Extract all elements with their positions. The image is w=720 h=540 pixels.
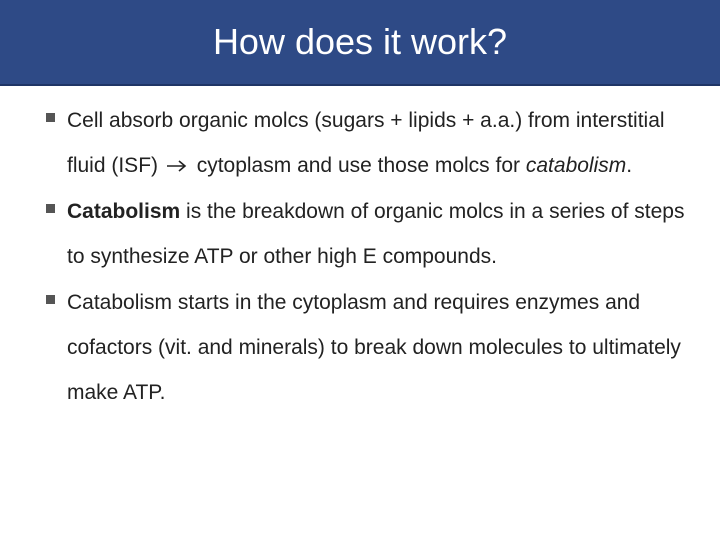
square-bullet-icon	[46, 113, 55, 122]
square-bullet-icon	[46, 295, 55, 304]
slide-title: How does it work?	[212, 21, 508, 62]
right-arrow-icon	[166, 159, 188, 173]
bullet-2-text: is the breakdown of organic molcs in a series of steps to synthesize ATP or other high E compounds.	[67, 200, 685, 268]
bullet-2-bold-term: Catabolism	[67, 200, 181, 223]
bullet-1-text-start: Cell absorb organic molcs (sugars + lipids + a.a.) from interstitial fluid (ISF)	[67, 109, 665, 177]
bullet-1-text-end: .	[626, 154, 633, 177]
bullet-item-3	[46, 280, 696, 415]
bullet-list	[46, 98, 696, 415]
title-bar	[0, 0, 720, 86]
square-bullet-icon	[46, 204, 55, 213]
bullet-3-text: Catabolism starts in the cytoplasm and requires enzymes and cofactors (vit. and minerals) to break down molecules to ultimately make ATP.	[67, 291, 681, 404]
bullet-item-2	[46, 189, 696, 279]
bullet-item-1	[46, 98, 696, 188]
bullet-1-italic-term: catabolism	[525, 154, 627, 177]
bullet-1-text-middle: cytoplasm and use those molcs for	[196, 154, 521, 177]
